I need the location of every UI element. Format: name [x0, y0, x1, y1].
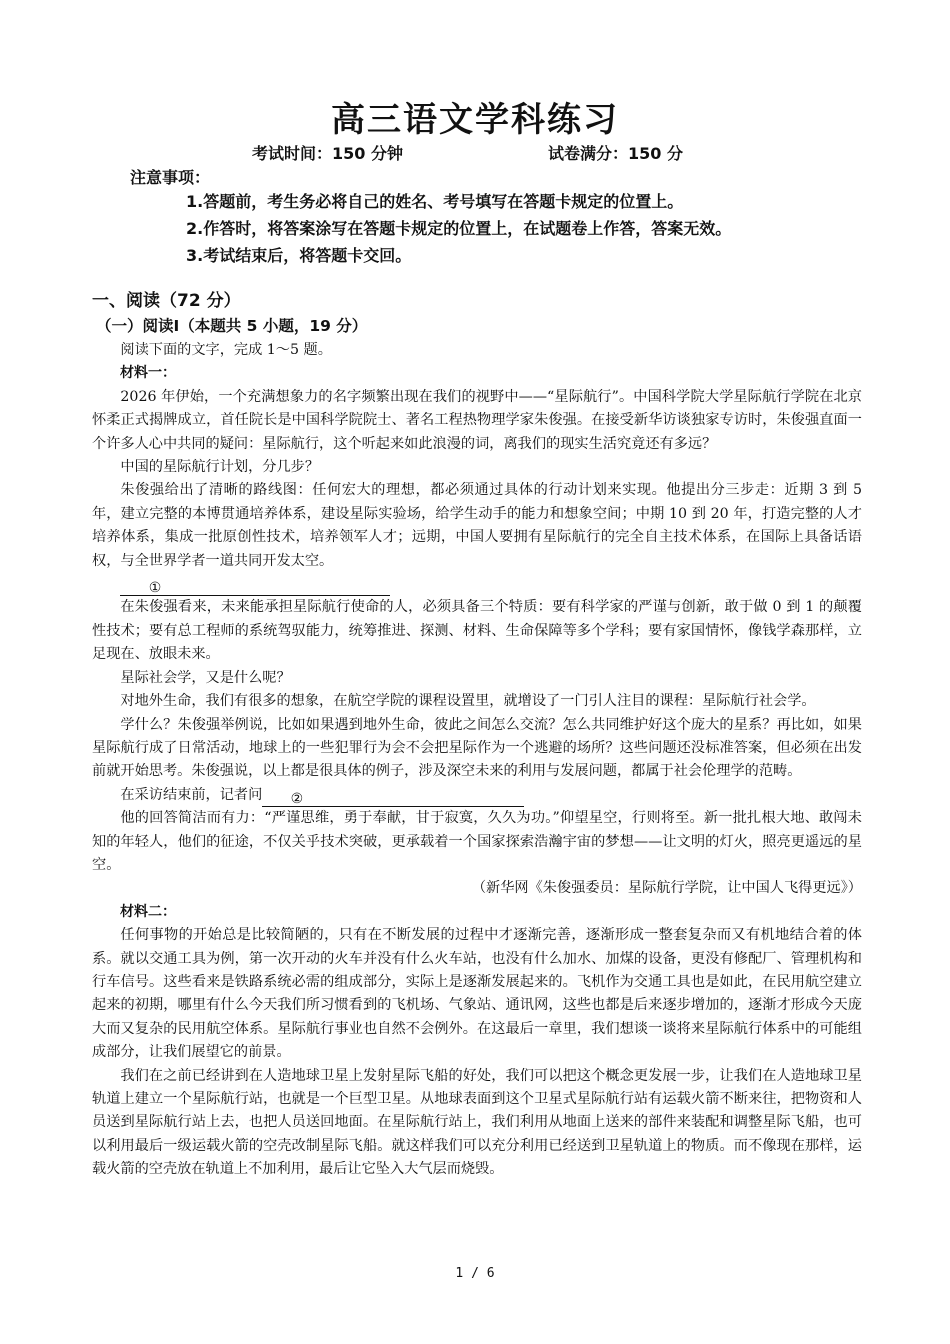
instruction-text: 阅读下面的文字，完成 1～5 题。 — [120, 342, 332, 358]
paragraph: 学什么？朱俊强举例说，比如如果遇到地外生命，彼此之间怎么交流？怎么共同维护好这个庞大的星系？再比如，如果星际航行成了日常活动，地球上的一些犯罪行为会不会把星际作为一个逃避的场所？这些问题还没标准答案，但必须在出发前就开始思考。朱俊强说，以上都是很具体的例子，涉及深空未来的利用与发展问题，都属于社会伦理学的范畴。 — [92, 716, 862, 780]
reading-passage — [92, 339, 862, 1182]
blank-1: ① — [120, 577, 390, 596]
paragraph: 他的回答简洁而有力：“严谨思维，勇于奉献，甘于寂寞，久久为功。”仰望星空，行则将至。新一批扎根大地、敢闯未知的年轻人，他们的征途，不仅关乎技术突破，更承载着一个国家探索浩瀚宇宙的梦想——让文明的灯火，照亮更遥远的星空。 — [92, 810, 862, 873]
page-title: 高三语文学科练习 — [331, 100, 619, 140]
blank-2: ② — [262, 788, 524, 807]
question-prefix: 在采访结束前，记者问 — [120, 786, 263, 803]
exam-time: 考试时间：150 分钟 — [252, 144, 403, 163]
page-indicator: 1 / 6 — [455, 1266, 495, 1281]
material-two-label: 材料二： — [120, 903, 176, 920]
paragraph: 2026 年伊始，一个充满想象力的名字频繁出现在我们的视野中——“星际航行”。中国科学院大学星际航行学院在北京怀柔正式揭牌成立，首任院长是中国科学院院士、著名工程热物理学家朱俊强。在接受新华访谈独家专访时，朱俊强直面一个许多人心中共同的疑问：星际航行，这个听起来如此浪漫的词，离我们的现实生活究竟还有多远？ — [92, 388, 862, 452]
notice-item: 1.答题前，考生务必将自己的姓名、考号填写在答题卡规定的位置上。 — [186, 192, 684, 211]
paragraph: 任何事物的开始总是比较简陋的，只有在不断发展的过程中才逐渐完善，逐渐形成一整套复杂而又有机地结合着的体系。就以交通工具为例，第一次开动的火车并没有什么火车站，也没有什么加水、加煤的设备，更没有修配厂、管理机构和行车信号。这些看来是铁路系统必需的组成部分，实际上是逐渐发展起来的。飞机作为交通工具也是如此，在民用航空建立起来的初期，哪里有什么今天我们所习惯看到的飞机场、气象站、通讯网，这些也都是后来逐步增加的，逐渐才形成今天庞大而又复杂的民用航空体系。星际航行事业也自然不会例外。在这最后一章里，我们想谈一谈将来星际航行体系中的可能组成部分，让我们展望它的前景。 — [92, 927, 862, 1061]
section-heading: 一、阅读（72 分） — [92, 291, 241, 311]
subsection-heading: （一）阅读Ⅰ（本题共 5 小题，19 分） — [96, 317, 368, 335]
paragraph: 朱俊强给出了清晰的路线图：任何宏大的理想，都必须通过具体的行动计划来实现。他提出分三步走：近期 3 到 5 年，建立完整的本博贯通培养体系，建设星际实验场，给学生动手的能力和想象空间；中期 10 到 20 年，打造完整的人才培养体系，集成一批原创性技术，培养领军人才；远期，中国人要拥有星际航行的完全自主技术体系，在国际上具备话语权，与全世界学者一道共同开发太空。 — [92, 482, 862, 569]
full-score: 试卷满分：150 分 — [548, 144, 683, 163]
paragraph: 对地外生命，我们有很多的想象，在航空学院的课程设置里，就增设了一门引人注目的课程：星际航行社会学。 — [120, 693, 816, 710]
notice-list — [186, 188, 731, 269]
question-line — [92, 784, 862, 807]
material-one-label: 材料一： — [120, 365, 176, 382]
question-line: 中国的星际航行计划，分几步？ — [120, 459, 320, 476]
notice-title: 注意事项： — [130, 168, 211, 187]
notice-item: 3.考试结束后，将答题卡交回。 — [186, 246, 412, 265]
source-citation: （新华网《朱俊强委员：星际航行学院，让中国人飞得更远》） — [471, 880, 862, 897]
blank-line-1 — [92, 573, 862, 596]
paragraph: 在朱俊强看来，未来能承担星际航行使命的人，必须具备三个特质：要有科学家的严谨与创新，敢于做 0 到 1 的颠覆性技术；要有总工程师的系统驾驭能力，统筹推进、探测、材料、生命保障等多个学科；要有家国情怀，像钱学森那样，立足现在、放眼未来。 — [92, 599, 862, 663]
notice-item: 2.作答时，将答案涂写在答题卡规定的位置上，在试题卷上作答，答案无效。 — [186, 219, 732, 238]
question-line: 星际社会学，又是什么呢？ — [120, 669, 291, 686]
paragraph: 我们在之前已经讲到在人造地球卫星上发射星际飞船的好处，我们可以把这个概念更发展一步，让我们在人造地球卫星轨道上建立一个星际航行站，也就是一个巨型卫星。从地球表面到这个卫星式星际航行站有运载火箭不断来往，把物资和人员送到星际航行站上去，也把人员送回地面。在星际航行站上，我们利用从地面上送来的部件来装配和调整星际飞船，也可以利用最后一级运载火箭的空壳改制星际飞船。就这样我们可以充分利用已经送到卫星轨道上的物质。而不像现在那样，运载火箭的空壳放在轨道上不加利用，最后让它坠入大气层而烧毁。 — [92, 1067, 862, 1178]
